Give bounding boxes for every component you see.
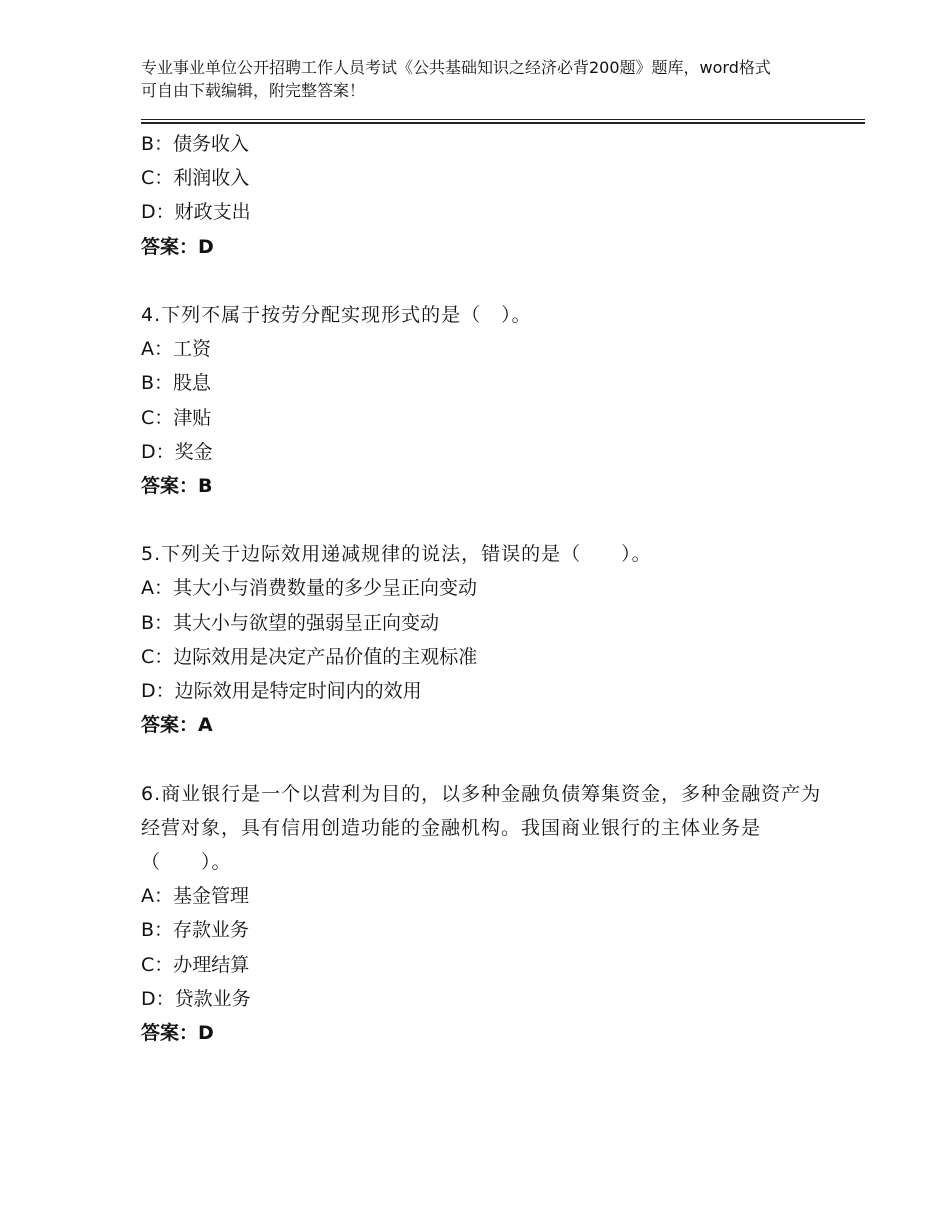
question-stem: 6.商业银行是一个以营利为目的，以多种金融负债筹集资金，多种金融资产为经营对象，具有信用创造功能的金融机构。我国商业银行的主体业务是（ ）。 <box>141 782 822 873</box>
question-stem: 4.下列不属于按劳分配实现形式的是（ ）。 <box>141 303 532 326</box>
answer-line: 答案：D <box>141 235 214 258</box>
option-a: A：基金管理 <box>141 885 249 908</box>
page-header-title: 专业事业单位公开招聘工作人员考试《公共基础知识之经济必背200题》题库，word格式可自由下载编辑，附完整答案！ <box>141 58 771 100</box>
option-d: D：财政支出 <box>141 201 251 224</box>
option-b: B：存款业务 <box>141 919 250 942</box>
option-b: B：其大小与欲望的强弱呈正向变动 <box>141 611 440 634</box>
question-spacer <box>141 503 831 537</box>
answer-line: 答案：D <box>141 1021 214 1044</box>
header-double-rule <box>141 119 865 124</box>
question-stem: 5.下列关于边际效用递减规律的说法，错误的是（ ）。 <box>141 543 652 566</box>
option-c: C：津贴 <box>141 406 212 429</box>
question-spacer <box>141 264 831 298</box>
option-d: D：奖金 <box>141 440 213 463</box>
question-4 <box>141 298 831 503</box>
option-a: A：工资 <box>141 338 211 361</box>
question-list <box>141 127 831 1050</box>
answer-line: 答案：A <box>141 714 213 737</box>
question-5 <box>141 537 831 742</box>
option-c: C：办理结算 <box>141 953 250 976</box>
option-c: C：边际效用是决定产品价值的主观标准 <box>141 645 478 668</box>
option-d: D：边际效用是特定时间内的效用 <box>141 680 422 703</box>
option-a: A：其大小与消费数量的多少呈正向变动 <box>141 577 477 600</box>
option-d: D：贷款业务 <box>141 987 251 1010</box>
question-spacer <box>141 742 831 776</box>
option-b: B：债务收入 <box>141 133 250 155</box>
question-6 <box>141 777 831 1051</box>
option-b: B：股息 <box>141 372 212 395</box>
question-3-tail <box>141 127 831 264</box>
option-c: C：利润收入 <box>141 167 250 190</box>
answer-line: 答案：B <box>141 474 213 497</box>
